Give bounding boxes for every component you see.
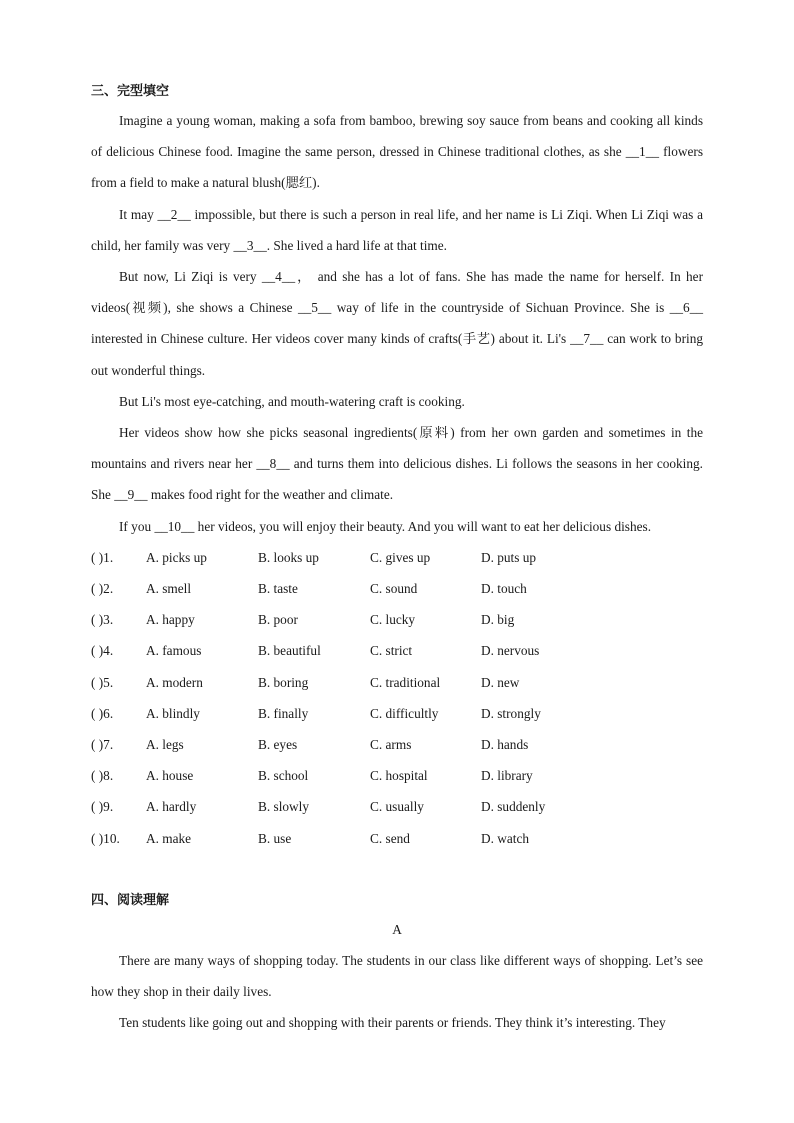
question-number[interactable]: ( )6.	[91, 705, 114, 721]
cloze-paragraph-2: It may __2__ impossible, but there is such a person in real life, and her name is Li Ziqi. When Li Ziqi was a child, her family was very __3__. She lived a hard life at that time.	[91, 206, 703, 253]
question-number[interactable]: ( )9.	[91, 799, 114, 815]
section-3-heading: 三、完型填空	[91, 84, 170, 99]
question-row-10	[91, 823, 703, 854]
question-number[interactable]: ( )10.	[91, 830, 120, 846]
option-a: A. make	[146, 830, 192, 846]
question-number[interactable]: ( )4.	[91, 643, 114, 659]
cloze-question-list	[91, 542, 703, 854]
option-c: C. gives up	[370, 549, 431, 565]
option-c: C. difficultly	[370, 705, 439, 721]
option-c: C. sound	[370, 581, 418, 597]
question-row-2	[91, 573, 703, 604]
option-a: A. smell	[146, 581, 192, 597]
option-b: B. use	[258, 830, 292, 846]
option-d: D. strongly	[481, 705, 541, 721]
option-b: B. beautiful	[258, 643, 321, 659]
option-a: A. legs	[146, 736, 184, 752]
section-spacer	[91, 854, 703, 887]
reading-paragraph-1: There are many ways of shopping today. The students in our class like different ways of shopping. Let’s see how they shop in their daily lives.	[91, 952, 703, 1000]
option-c: C. hospital	[370, 768, 428, 784]
question-number[interactable]: ( )8.	[91, 768, 114, 784]
option-c: C. arms	[370, 736, 412, 752]
question-number[interactable]: ( )7.	[91, 736, 114, 752]
cloze-paragraph-4: But Li's most eye-catching, and mouth-watering craft is cooking.	[119, 393, 465, 409]
cloze-paragraph-1: Imagine a young woman, making a sofa from bamboo, brewing soy sauce from beans and cooking all kinds of delicious Chinese food. Imagine the same person, dressed in Chinese traditional clothes, as she __1__ flowers from a field to make a natural blush(腮红).	[91, 113, 703, 191]
option-c: C. send	[370, 830, 410, 846]
option-d: D. hands	[481, 736, 529, 752]
option-a: A. house	[146, 768, 194, 784]
question-row-5	[91, 667, 703, 698]
passage-title: A	[392, 921, 402, 937]
question-row-4	[91, 635, 703, 666]
section-4-heading: 四、阅读理解	[91, 892, 170, 908]
option-b: B. slowly	[258, 799, 309, 815]
option-b: B. school	[258, 768, 309, 784]
question-row-3	[91, 604, 703, 635]
option-d: D. puts up	[481, 549, 537, 565]
option-c: C. usually	[370, 799, 424, 815]
question-row-9	[91, 791, 703, 822]
worksheet-page	[91, 78, 703, 1039]
option-d: D. big	[481, 612, 515, 628]
question-number[interactable]: ( )3.	[91, 612, 114, 628]
option-d: D. touch	[481, 581, 527, 597]
question-row-8	[91, 760, 703, 791]
option-b: B. boring	[258, 674, 309, 690]
option-b: B. finally	[258, 705, 309, 721]
question-row-6	[91, 698, 703, 729]
cloze-paragraph-6: If you __10__ her videos, you will enjoy their beauty. And you will want to eat her delicious dishes.	[119, 518, 652, 534]
question-row-1	[91, 542, 703, 573]
option-d: D. new	[481, 674, 520, 690]
question-number[interactable]: ( )2.	[91, 581, 114, 597]
option-d: D. watch	[481, 830, 529, 846]
question-row-7	[91, 729, 703, 760]
reading-paragraph-2: Ten students like going out and shopping with their parents or friends. They think it’s interesting. They	[119, 1015, 666, 1031]
option-a: A. happy	[146, 612, 195, 628]
option-a: A. picks up	[146, 549, 207, 565]
option-d: D. nervous	[481, 643, 540, 659]
cloze-paragraph-3: But now, Li Ziqi is very __4__， and she has a lot of fans. She has made the name for herself. In her videos(视频), she shows a Chinese __5__ way of life in the countryside of Sichuan Province. She is __6__ interested in Chinese culture. Her videos cover many kinds of crafts(手艺) about it. Li's __7__ can work to bring out wonderful things.	[91, 269, 703, 378]
option-d: D. library	[481, 768, 533, 784]
option-b: B. taste	[258, 581, 298, 597]
option-c: C. traditional	[370, 674, 441, 690]
option-a: A. hardly	[146, 799, 197, 815]
question-number[interactable]: ( )5.	[91, 674, 114, 690]
option-a: A. famous	[146, 643, 202, 659]
option-a: A. modern	[146, 674, 203, 690]
option-c: C. lucky	[370, 612, 416, 628]
option-b: B. eyes	[258, 736, 298, 752]
option-b: B. looks up	[258, 549, 319, 565]
option-d: D. suddenly	[481, 799, 546, 815]
option-a: A. blindly	[146, 705, 200, 721]
option-b: B. poor	[258, 612, 298, 628]
question-number[interactable]: ( )1.	[91, 549, 114, 565]
cloze-paragraph-5: Her videos show how she picks seasonal ingredients(原料) from her own garden and sometimes in the mountains and rivers near her __8__ and turns them into delicious dishes. Li follows the seasons in her cooking. She __9__ makes food right for the weather and climate.	[91, 425, 703, 503]
option-c: C. strict	[370, 643, 413, 659]
